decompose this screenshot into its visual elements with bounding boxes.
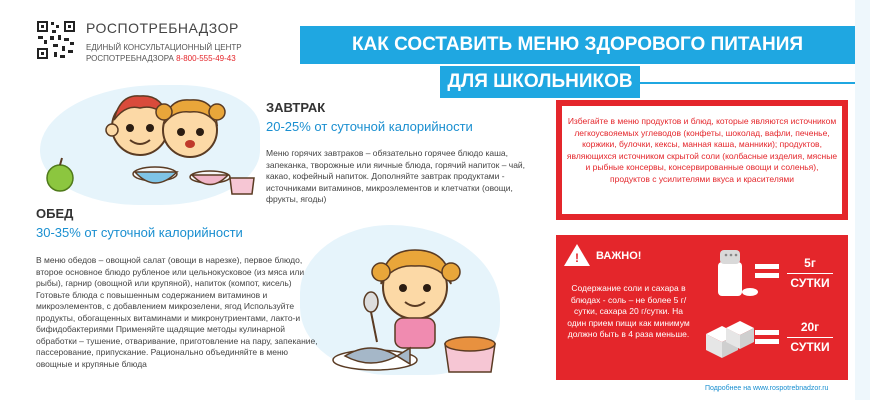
page-subtitle: ДЛЯ ШКОЛЬНИКОВ bbox=[447, 71, 633, 92]
sugar-divider bbox=[787, 337, 833, 338]
org-sub-line2: РОСПОТРЕБНАДЗОРА bbox=[86, 54, 174, 63]
salt-amount: 5г bbox=[804, 256, 816, 270]
breakfast-calories: 20-25% от суточной калорийности bbox=[266, 119, 473, 134]
breakfast-illustration bbox=[40, 82, 255, 197]
sugar-unit: СУТКИ bbox=[790, 340, 830, 354]
equals-sign bbox=[755, 273, 779, 278]
salt-shaker-icon bbox=[700, 244, 760, 300]
equals-sign bbox=[755, 339, 779, 344]
equals-sign bbox=[755, 330, 779, 335]
sugar-amount: 20г bbox=[800, 320, 820, 334]
lunch-text: В меню обедов – овощной салат (овощи в нарезке), первое блюдо, второе основное блюдо рубленое или цельнокусковое (из мяса или рыбы), гарнир (овощной или крупяной), напиток (компот, кисель) Готовьте блюда с повышенным содержанием витаминов и микроэлементов, с добавлением микрозелени, ягод Используйте продукты, обогащенных витаминами и микронутриентами, лакто-и бифидобактериями Применяйте щадящие методы кулинарной обработки – тушение, отваривание, приготовление на пару, запекание, пассерование, припускание. Рационально объединяйте в меню овощные и крупяные блюда bbox=[36, 255, 318, 369]
salt-unit: СУТКИ bbox=[790, 276, 830, 290]
salt-divider bbox=[787, 273, 833, 274]
breakfast-text: Меню горячих завтраков – обязательно горячее блюдо каша, запеканка, творожные или яичные блюда, горячий напиток – чай, какао, кофейный напиток. Дополняйте завтрак продуктами - источниками витаминов, микроэлементов и клетчатки (овощи, фрукты, ягоды) bbox=[266, 148, 526, 204]
sugar-cubes-icon bbox=[700, 312, 760, 362]
org-sub-line1: ЕДИНЫЙ КОНСУЛЬТАЦИОННЫЙ ЦЕНТР bbox=[86, 43, 242, 52]
warning-text: Избегайте в меню продуктов и блюд, которые являются источником легкоусвояемых углеводов (конфеты, шоколад, вафли, печенье, коржики, булочки, кексы, манная каша, манники); продуктов, являющихся источником скрытой соли (колбасные изделия, мясные и рыбные консервы, консервированные овощи и соленья), продуктов с усилителями вкуса и красителями bbox=[566, 116, 838, 184]
footer-link[interactable]: Подробнее на www.rospotrebnadzor.ru bbox=[705, 385, 829, 392]
exclamation-icon: ! bbox=[575, 251, 579, 265]
important-text: Содержание соли и сахара в блюдах - соль – не более 5 г/сутки, сахара 20 г/сутки. На один прием пищи как минимум должно быть в 4 раза меньше. bbox=[567, 283, 690, 339]
breakfast-heading: ЗАВТРАК bbox=[266, 100, 326, 115]
lunch-calories: 30-35% от суточной калорийности bbox=[36, 225, 243, 240]
qr-code bbox=[36, 20, 76, 60]
right-edge-decoration bbox=[855, 0, 870, 400]
equals-sign bbox=[755, 264, 779, 269]
lunch-heading: ОБЕД bbox=[36, 206, 74, 221]
org-name: РОСПОТРЕБНАДЗОР bbox=[86, 20, 239, 36]
org-subtitle bbox=[86, 42, 242, 64]
page-title: КАК СОСТАВИТЬ МЕНЮ ЗДОРОВОГО ПИТАНИЯ bbox=[351, 34, 804, 55]
hotline-phone: 8-800-555-49-43 bbox=[176, 54, 236, 63]
title-divider bbox=[640, 82, 855, 84]
lunch-illustration bbox=[315, 232, 515, 382]
important-title: ВАЖНО! bbox=[596, 250, 642, 262]
